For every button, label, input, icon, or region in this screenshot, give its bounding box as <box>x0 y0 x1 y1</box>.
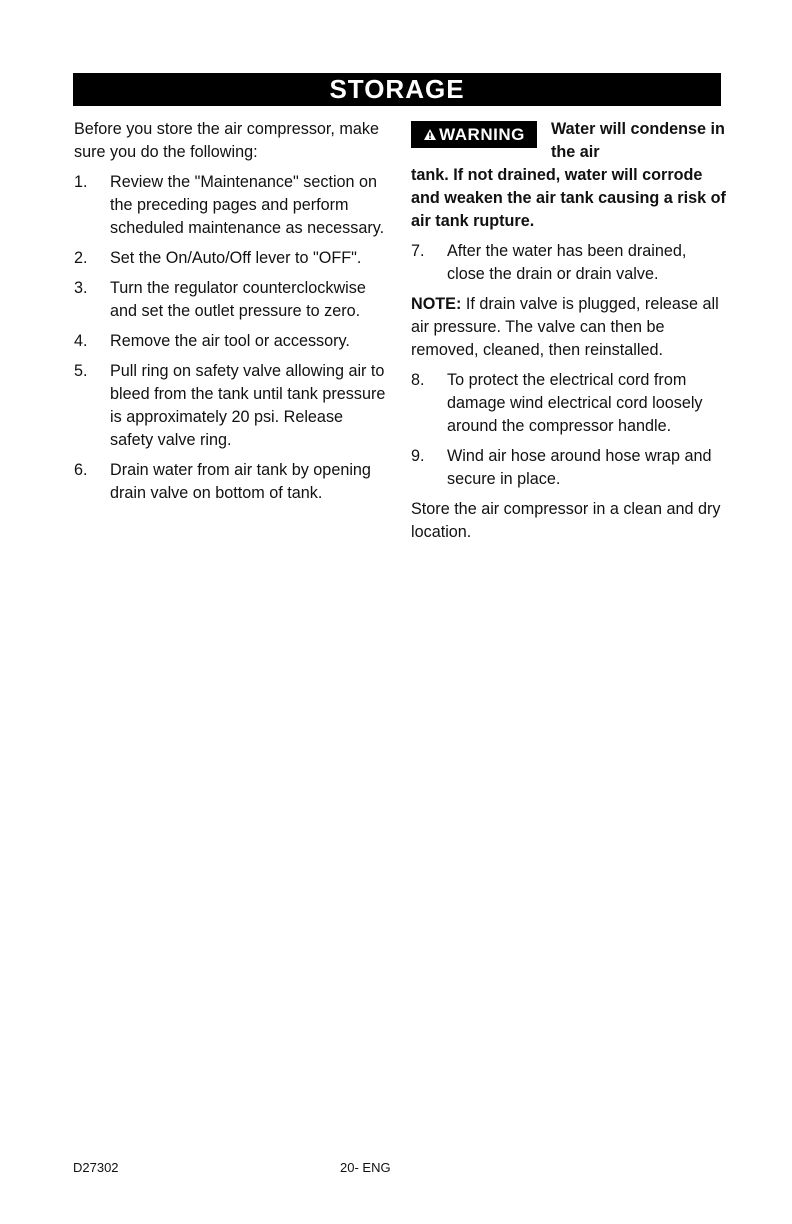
storage-steps-list <box>74 171 390 505</box>
step-item-9 <box>411 445 727 491</box>
intro-text: Before you store the air compressor, make sure you do the following: <box>74 120 380 161</box>
step-item-8 <box>411 369 727 438</box>
step-text: To protect the electrical cord from damage wind electrical cord loosely around the compressor handle. <box>447 371 703 435</box>
step-text: After the water has been drained, close the drain or drain valve. <box>447 242 687 283</box>
step-number: 5. <box>74 362 88 380</box>
step-text: Remove the air tool or accessory. <box>110 332 350 350</box>
step-number: 4. <box>74 332 88 350</box>
left-column <box>74 118 390 505</box>
step-item-5 <box>74 360 390 452</box>
storage-steps-list-continued <box>411 369 727 491</box>
document-id: D27302 <box>73 1160 119 1175</box>
warning-badge <box>411 121 537 148</box>
step-text: Review the "Maintenance" section on the preceding pages and perform scheduled maintenance as necessary. <box>110 173 385 237</box>
step-number: 1. <box>74 173 88 191</box>
step-item-2 <box>74 247 390 270</box>
step-item-1 <box>74 171 390 240</box>
step-number: 9. <box>411 447 425 465</box>
note-label: NOTE: <box>411 295 462 313</box>
step-number: 2. <box>74 249 88 267</box>
page-number: 20- ENG <box>340 1160 391 1175</box>
step-text: Pull ring on safety valve allowing air to bleed from the tank until tank pressure is approximately 20 psi. Release safety valve ring. <box>110 362 386 449</box>
step-item-3 <box>74 277 390 323</box>
step-item-6 <box>74 459 390 505</box>
warning-badge-label: WARNING <box>439 125 525 144</box>
step-number: 6. <box>74 461 88 479</box>
right-column <box>411 118 727 544</box>
step-item-4 <box>74 330 390 353</box>
section-title: STORAGE <box>329 74 465 104</box>
note-text: If drain valve is plugged, release all air pressure. The valve can then be removed, cleaned, then reinstalled. <box>411 295 719 359</box>
warning-block <box>411 118 727 233</box>
step-number: 3. <box>74 279 88 297</box>
step-text: Drain water from air tank by opening drain valve on bottom of tank. <box>110 461 371 502</box>
warning-body: tank. If not drained, water will corrode and weaken the air tank causing a risk of air tank rupture. <box>411 166 726 230</box>
step-text: Set the On/Auto/Off lever to "OFF". <box>110 249 362 267</box>
section-title-banner <box>73 73 721 106</box>
step-number: 8. <box>411 371 425 389</box>
step-number: 7. <box>411 242 425 260</box>
closing-text: Store the air compressor in a clean and dry location. <box>411 500 721 541</box>
step-text: Turn the regulator counterclockwise and set the outlet pressure to zero. <box>110 279 366 320</box>
note-paragraph <box>411 293 727 362</box>
step-item-7 <box>411 240 727 286</box>
warning-triangle-icon <box>423 128 437 141</box>
step-text: Wind air hose around hose wrap and secure in place. <box>447 447 712 488</box>
warning-headline: Water will condense in the air <box>551 120 725 161</box>
